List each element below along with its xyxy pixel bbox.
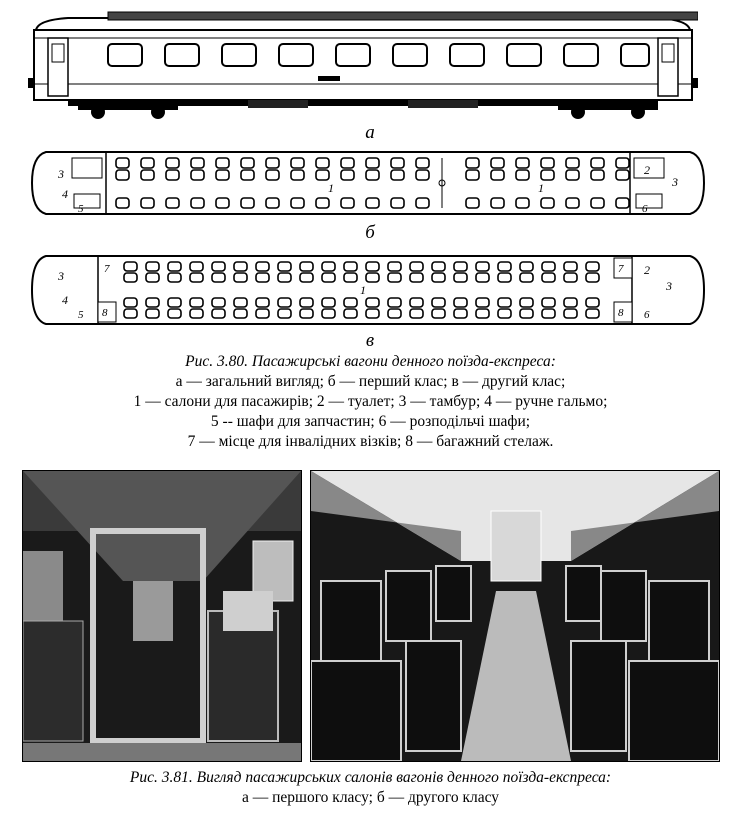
seat-icon [168, 298, 181, 307]
seat-icon [454, 273, 467, 282]
seat-icon [291, 158, 304, 168]
figure-380-caption-title: Рис. 3.80. Пасажирські вагони денного поїзда-експреса: [185, 353, 556, 370]
seat-icon [542, 298, 555, 307]
seat-icon [278, 273, 291, 282]
seat-icon [316, 170, 329, 180]
seat-icon [498, 262, 511, 271]
seat-icon [241, 158, 254, 168]
seat-icon [146, 298, 159, 307]
seat-icon [166, 158, 179, 168]
seat-icon [542, 309, 555, 318]
seat-icon [278, 262, 291, 271]
seat-icon [498, 309, 511, 318]
seat-icon [466, 158, 479, 168]
v-num-2: 2 [644, 263, 650, 277]
seat-icon [388, 262, 401, 271]
v-num-1: 1 [360, 283, 366, 297]
seat-icon [564, 298, 577, 307]
seat-icon [146, 309, 159, 318]
seat-icon [432, 298, 445, 307]
seat-icon [498, 298, 511, 307]
seat-icon [586, 273, 599, 282]
seat-icon [266, 170, 279, 180]
v-num-3-left: 3 [58, 269, 64, 283]
seat-icon [300, 273, 313, 282]
label-b: б [365, 222, 375, 243]
seat-icon [542, 273, 555, 282]
seat-icon [190, 309, 203, 318]
seat-icon [366, 262, 379, 271]
figure-381-caption-line1: а — першого класу; б — другого класу [241, 789, 500, 806]
v-num-3-right: 3 [666, 279, 672, 293]
seat-icon [212, 273, 225, 282]
seat-icon [341, 170, 354, 180]
seat-icon [344, 298, 357, 307]
seat-icon [316, 198, 329, 208]
seat-icon [466, 198, 479, 208]
seat-icon [388, 273, 401, 282]
seat-icon [586, 309, 599, 318]
seat-icon [591, 170, 604, 180]
figure-380-caption-line1: а — загальний вигляд; б — перший клас; в — другий клас; [175, 373, 566, 390]
seat-icon [541, 198, 554, 208]
seat-icon [491, 170, 504, 180]
seat-icon [516, 158, 529, 168]
seat-icon [476, 309, 489, 318]
figure-381-caption [0, 768, 741, 808]
first-class-interior-photo [22, 470, 302, 762]
seat-icon [498, 273, 511, 282]
seat-icon [116, 170, 129, 180]
seat-icon [241, 198, 254, 208]
seat-icon [116, 158, 129, 168]
seat-icon [234, 309, 247, 318]
seat-icon [124, 309, 137, 318]
seat-icon [432, 262, 445, 271]
seat-icon [124, 273, 137, 282]
seat-icon [212, 309, 225, 318]
seat-icon [454, 262, 467, 271]
seat-icon [432, 273, 445, 282]
seat-icon [341, 198, 354, 208]
seat-icon [212, 262, 225, 271]
seat-icon [366, 170, 379, 180]
seat-icon [266, 198, 279, 208]
seat-icon [234, 273, 247, 282]
seat-icon [256, 273, 269, 282]
b-num-5: 5 [78, 203, 84, 215]
second-class-plan [28, 250, 708, 330]
seat-icon [566, 198, 579, 208]
seat-icon [166, 198, 179, 208]
seat-icon [410, 273, 423, 282]
seat-icon [366, 198, 379, 208]
v-num-7-right: 7 [618, 263, 624, 275]
seat-icon [366, 273, 379, 282]
seat-icon [566, 170, 579, 180]
seat-icon [191, 198, 204, 208]
car-side-view [28, 8, 698, 120]
figure-381-caption-title: Рис. 3.81. Вигляд пасажирських салонів вагонів денного поїзда-експреса: [129, 769, 612, 786]
seat-icon [466, 170, 479, 180]
seat-icon [416, 158, 429, 168]
seat-icon [322, 298, 335, 307]
v-num-8-right: 8 [618, 307, 624, 319]
seat-icon [542, 262, 555, 271]
seat-icon [216, 158, 229, 168]
seat-icon [124, 262, 137, 271]
seat-icon [256, 262, 269, 271]
seat-icon [366, 158, 379, 168]
seat-icon [366, 309, 379, 318]
seat-icon [241, 170, 254, 180]
seat-icon [564, 262, 577, 271]
seat-icon [322, 309, 335, 318]
seat-icon [322, 273, 335, 282]
seat-icon [454, 298, 467, 307]
seat-icon [566, 158, 579, 168]
seat-icon [344, 309, 357, 318]
seat-icon [586, 298, 599, 307]
seat-icon [416, 198, 429, 208]
seat-icon [616, 198, 629, 208]
seat-icon [141, 170, 154, 180]
seat-icon [146, 273, 159, 282]
seat-icon [541, 170, 554, 180]
seat-icon [216, 170, 229, 180]
seat-icon [291, 170, 304, 180]
seat-icon [146, 262, 159, 271]
seat-icon [520, 309, 533, 318]
seat-icon [190, 298, 203, 307]
figure-380-caption-line4: 7 — місце для інвалідних візків; 8 — багажний стелаж. [187, 433, 554, 450]
b-num-2: 2 [644, 163, 650, 177]
seat-icon [212, 298, 225, 307]
seat-icon [591, 158, 604, 168]
seat-icon [216, 198, 229, 208]
seat-icon [291, 198, 304, 208]
seat-icon [300, 262, 313, 271]
seat-icon [256, 309, 269, 318]
figure-380-caption-line2: 1 — салони для пасажирів; 2 — туалет; 3 — тамбур; 4 — ручне гальмо; [133, 393, 608, 410]
v-num-4: 4 [62, 293, 68, 307]
seat-icon [616, 170, 629, 180]
b-num-4: 4 [62, 187, 68, 201]
b-num-3-right: 3 [672, 175, 678, 189]
v-num-7-left: 7 [104, 263, 110, 275]
b-num-1-left: 1 [328, 181, 334, 195]
seat-icon [410, 298, 423, 307]
seat-icon [322, 262, 335, 271]
seat-icon [190, 273, 203, 282]
seat-icon [278, 298, 291, 307]
seat-icon [564, 273, 577, 282]
v-num-8-left: 8 [102, 307, 108, 319]
seat-icon [344, 273, 357, 282]
seat-icon [168, 262, 181, 271]
seat-icon [166, 170, 179, 180]
second-class-interior-photo [310, 470, 720, 762]
seat-icon [520, 298, 533, 307]
seat-icon [476, 262, 489, 271]
seat-icon [520, 262, 533, 271]
seat-icon [391, 158, 404, 168]
seat-icon [191, 170, 204, 180]
seat-icon [564, 309, 577, 318]
seat-icon [234, 262, 247, 271]
seat-icon [316, 158, 329, 168]
b-num-1-right: 1 [538, 181, 544, 195]
seat-icon [410, 262, 423, 271]
seat-icon [541, 158, 554, 168]
seat-icon [124, 298, 137, 307]
seat-icon [520, 273, 533, 282]
seat-icon [416, 170, 429, 180]
seat-icon [141, 198, 154, 208]
seat-icon [116, 198, 129, 208]
seat-icon [278, 309, 291, 318]
seat-icon [300, 298, 313, 307]
seat-icon [454, 309, 467, 318]
seat-icon [476, 273, 489, 282]
seat-icon [366, 298, 379, 307]
seat-icon [591, 198, 604, 208]
seat-icon [391, 198, 404, 208]
seat-icon [491, 198, 504, 208]
seat-icon [388, 309, 401, 318]
seat-icon [141, 158, 154, 168]
figure-380-caption [0, 352, 741, 452]
seat-icon [341, 158, 354, 168]
seat-icon [432, 309, 445, 318]
seat-icon [410, 309, 423, 318]
seat-icon [234, 298, 247, 307]
seat-icon [491, 158, 504, 168]
seat-icon [191, 158, 204, 168]
seat-icon [266, 158, 279, 168]
seat-icon [168, 309, 181, 318]
v-num-6: 6 [644, 309, 650, 321]
seat-icon [300, 309, 313, 318]
label-a: а [365, 122, 375, 143]
seat-icon [616, 158, 629, 168]
b-num-3-left: 3 [58, 167, 64, 181]
seat-icon [391, 170, 404, 180]
seat-icon [476, 298, 489, 307]
seat-icon [256, 298, 269, 307]
seat-icon [344, 262, 357, 271]
figure-380-caption-line3: 5 -- шафи для запчастин; 6 — розподільчі шафи; [210, 413, 531, 430]
seat-icon [190, 262, 203, 271]
label-v: в [365, 330, 375, 351]
seat-icon [168, 273, 181, 282]
seat-icon [388, 298, 401, 307]
seat-icon [586, 262, 599, 271]
seat-icon [516, 170, 529, 180]
b-num-6: 6 [642, 203, 648, 215]
v-num-5: 5 [78, 309, 84, 321]
seat-icon [516, 198, 529, 208]
first-class-plan [28, 146, 708, 220]
